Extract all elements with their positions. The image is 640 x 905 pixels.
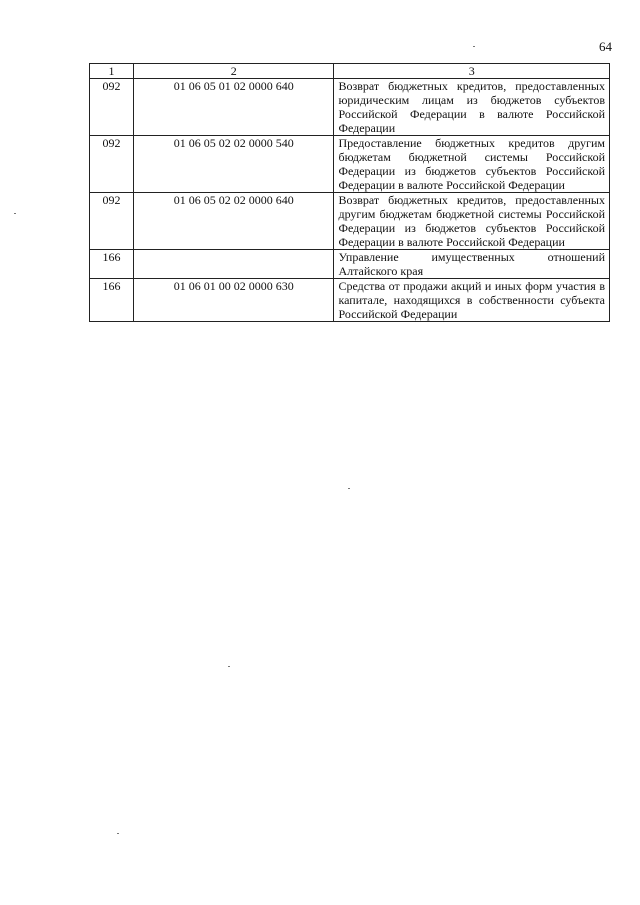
scan-speck <box>473 46 475 47</box>
admin-code-cell: 166 <box>90 250 134 279</box>
scan-speck <box>117 833 119 834</box>
table-row <box>90 193 610 250</box>
source-code-cell: 01 06 01 00 02 0000 630 <box>133 279 334 322</box>
source-code-cell: 01 06 05 02 02 0000 640 <box>133 193 334 250</box>
source-code-cell <box>133 250 334 279</box>
table-row <box>90 279 610 322</box>
table-row <box>90 250 610 279</box>
budget-sources-table <box>89 63 610 322</box>
source-name-cell: Средства от продажи акций и иных форм участия в капитале, находящихся в собственности субъекта Российской Федерации <box>334 279 610 322</box>
table-row <box>90 136 610 193</box>
source-name-cell: Возврат бюджетных кредитов, предоставленных другим бюджетам бюджетной системы Российской Федерации из бюджетов субъектов Российской Федерации в валюте Российской Федерации <box>334 193 610 250</box>
scan-speck <box>348 488 350 489</box>
admin-code-cell: 092 <box>90 79 134 136</box>
source-name-cell: Возврат бюджетных кредитов, предоставленных юридическим лицам из бюджетов субъектов Российской Федерации в валюте Российской Федерации <box>334 79 610 136</box>
column-header-1: 1 <box>90 64 134 79</box>
scan-speck <box>228 666 230 667</box>
admin-code-cell: 092 <box>90 193 134 250</box>
admin-code-cell: 092 <box>90 136 134 193</box>
table-header-row <box>90 64 610 79</box>
source-name-cell: Предоставление бюджетных кредитов другим бюджетам бюджетной системы Российской Федерации из бюджетов субъектов Российской Федерации в валюте Российской Федерации <box>334 136 610 193</box>
source-code-cell: 01 06 05 02 02 0000 540 <box>133 136 334 193</box>
source-code-cell: 01 06 05 01 02 0000 640 <box>133 79 334 136</box>
column-header-2: 2 <box>133 64 334 79</box>
table-row <box>90 79 610 136</box>
source-name-cell: Управление имущественных отношений Алтайского края <box>334 250 610 279</box>
column-header-3: 3 <box>334 64 610 79</box>
scan-speck <box>14 213 16 214</box>
page-number: 64 <box>599 39 612 54</box>
admin-code-cell: 166 <box>90 279 134 322</box>
